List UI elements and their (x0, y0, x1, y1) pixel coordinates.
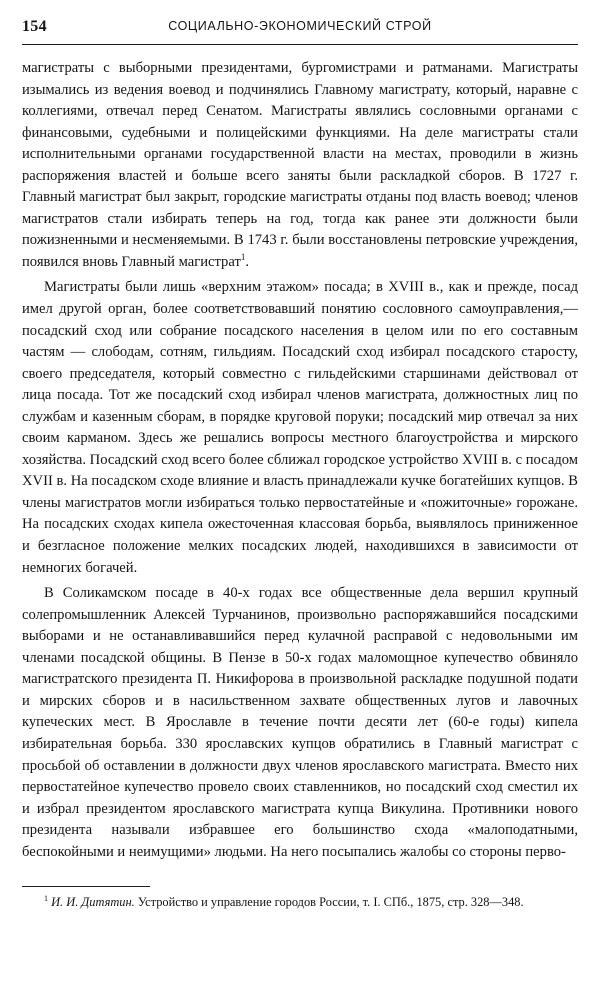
paragraph-1 (22, 58, 578, 273)
page-number: 154 (22, 18, 47, 35)
footnote-text: Устройство и управление городов России, т. I. СПб., 1875, стр. 328—348. (137, 895, 524, 909)
paragraph-2: Магистраты были лишь «верхним этажом» посада; в XVIII в., как и прежде, посад имел другой орган, более соответствовавший понятию сословного самоуправления,— посадский сход или собрание посадского населения в целом или по его составным частям — слободам, сотням, гильдиям. Посадский сход избирал посадского старосту, своего председателя, который совместно с гильдейскими старшинами действовал от лица посада. Тот же посадский сход избирал членов магистрата, должностных лиц по службам и казенным сборам, в порядке круговой поруки; посадский мир отвечал за них своим карманом. Здесь же решались вопросы местного благоустройства и мирского хозяйства. Посадский сход всего более сближал городское устройство XVIII в. с посадом XVII в. На посадском сходе влияние и власть принадлежали кучке богатейших купцов. В члены магистратов могли избираться только первостатейные и «пожиточные» горожане. На посадских сходах кипела ожесточенная классовая борьба, выявлялось приниженное и безгласное положение мелких посадских людей, находившихся в зависимости от немногих богачей. (22, 279, 578, 576)
paragraph-1-text: магистраты с выборными президентами, бургомистрами и ратманами. Магистраты изымались из ведения воевод и подчинялись Главному магистрату, который, наравне с коллегиями, отвечал перед Сенатом. Магистраты являлись сословными органами с финансовыми, судебными и полицейскими функциями. На деле магистраты стали исполнительными органами государственной власти на местах, проводили в жизнь распоряжения властей и больше всего заняты были раскладкой сборов. В 1727 г. Главный магистрат был закрыт, городские магистраты отданы под власть воевод; членов магистратов стали избирать теперь на год, тогда как ранее эти должности были пожизненными и несменяемыми. В 1743 г. были восстановлены петровские учреждения, появился вновь Главный магистрат (22, 60, 578, 270)
footnote-reference[interactable]: 1 (240, 252, 246, 263)
footnote-divider (22, 886, 150, 887)
footnote-marker: 1 (44, 893, 48, 903)
footnote (22, 893, 578, 912)
footnote-author: И. И. Дитятин. (51, 895, 135, 909)
running-title: СОЦИАЛЬНО-ЭКОНОМИЧЕСКИЙ СТРОЙ (168, 19, 432, 33)
body-text (22, 58, 578, 863)
paragraph-1-end: . (245, 253, 249, 270)
paragraph-3: В Соликамском посаде в 40-х годах все общественные дела вершил крупный солепромышленник Алексей Турчанинов, произвольно распоряжавшийся посадскими выборами и не останавливавшийся перед кулачной расправой с недовольными им членами посадской общины. В Пензе в 50-х годах маломощное купечество обвиняло магистратского президента П. Никифорова в произвольной раскладке подушной подати и мирских сборов и в насильственном захвате общественных лугов и лавочных купеческих мест. В Ярославле в течение почти десяти лет (60-е годы) кипела избирательная борьба. 330 ярославских купцов обратились в Главный магистрат с просьбой об оставлении в должности двух членов ярославского магистрата. Вместо них первостатейное купечество провело своих ставленников, но посадский сход сместил их и избрал президентом ярославского магистрата купца Викулина. Противники нового президента называли избравшее его большинство схода «малоподатными, беспокойными и неимущими» людьми. На него посыпались жалобы со стороны перво- (22, 585, 578, 860)
running-head (22, 14, 578, 45)
